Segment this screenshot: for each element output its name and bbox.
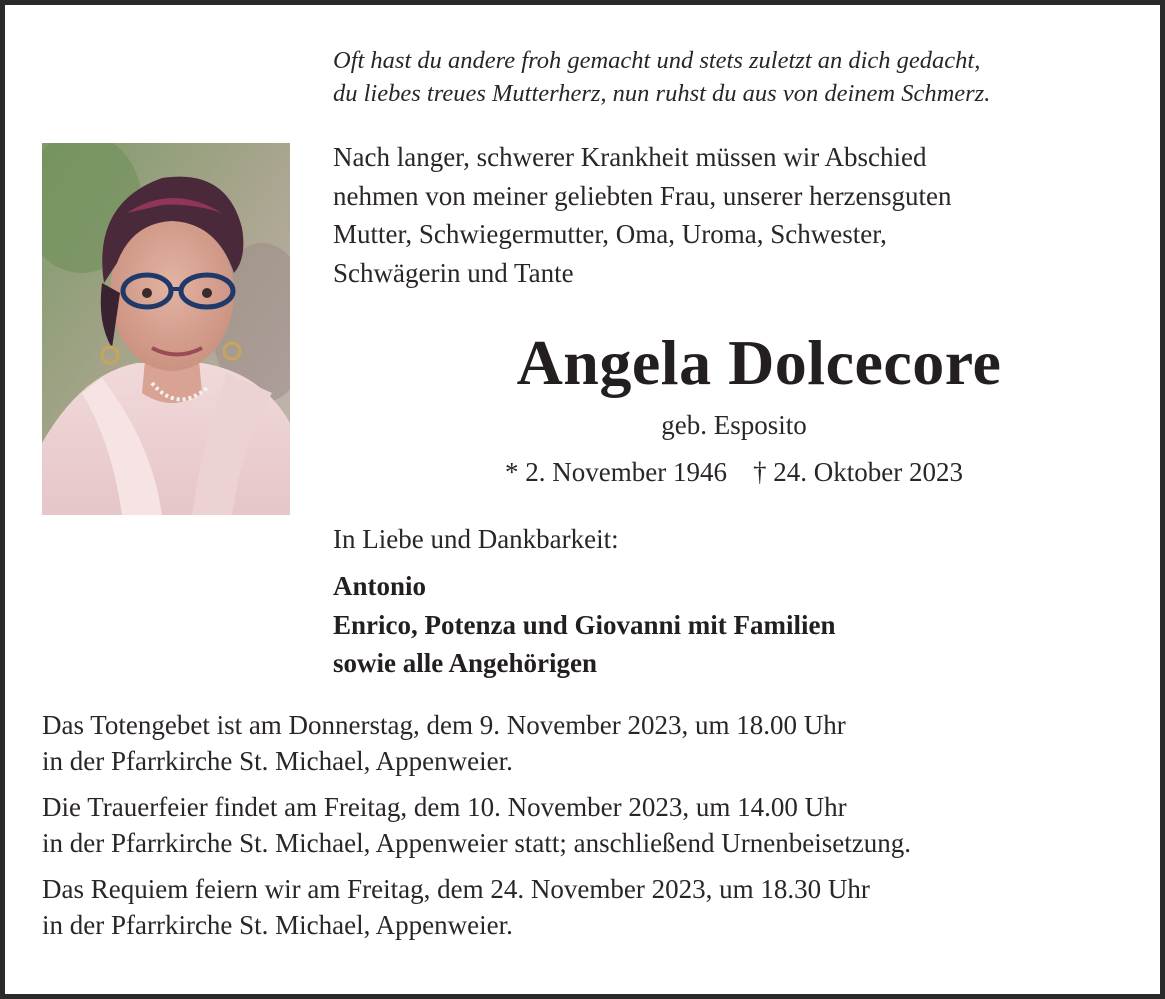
announcement-text — [333, 138, 1123, 292]
intro-line-2: nehmen von meiner geliebten Frau, unserer herzensguten — [333, 180, 952, 211]
birth-date: * 2. November 1946 — [505, 457, 727, 487]
service-details — [42, 707, 1132, 953]
intro-line-1: Nach langer, schwerer Krankheit müssen wir Abschied — [333, 142, 927, 172]
service-requiem — [42, 871, 1132, 943]
maiden-name: geb. Esposito — [661, 410, 807, 440]
service-line: Die Trauerfeier findet am Freitag, dem 10. November 2023, um 14.00 Uhr — [42, 792, 847, 822]
mourner-line-3: sowie alle Angehörigen — [333, 648, 597, 678]
service-line: in der Pfarrkirche St. Michael, Appenweier. — [42, 910, 513, 940]
service-funeral — [42, 789, 1132, 861]
service-line: in der Pfarrkirche St. Michael, Appenweier statt; anschließend Urnenbeisetzung. — [42, 828, 911, 858]
service-prayer — [42, 707, 1132, 779]
deceased-name: Angela Dolcecore — [516, 327, 1002, 398]
verse-line-2: du liebes treues Mutterherz, nun ruhst du aus von deinem Schmerz. — [333, 80, 991, 107]
service-line: Das Requiem feiern wir am Freitag, dem 24. November 2023, um 18.30 Uhr — [42, 874, 870, 904]
service-line: Das Totengebet ist am Donnerstag, dem 9. November 2023, um 18.00 Uhr — [42, 710, 846, 740]
mourner-line-1: Antonio — [333, 571, 427, 601]
portrait-illustration — [42, 143, 290, 515]
memorial-verse — [333, 44, 1133, 110]
service-line: in der Pfarrkirche St. Michael, Appenweier. — [42, 746, 513, 776]
life-dates — [333, 455, 1123, 489]
death-date: † 24. Oktober 2023 — [752, 457, 963, 487]
mourner-line-2: Enrico, Potenza und Giovanni mit Familien — [333, 609, 836, 640]
portrait-photo — [42, 143, 290, 515]
closing-phrase: In Liebe und Dankbarkeit: — [333, 524, 619, 554]
intro-line-4: Schwägerin und Tante — [333, 257, 574, 288]
verse-line-1: Oft hast du andere froh gemacht und stets zuletzt an dich gedacht, — [333, 47, 981, 74]
intro-line-3: Mutter, Schwiegermutter, Oma, Uroma, Schwester, — [333, 219, 887, 249]
mourners-list — [333, 567, 836, 683]
